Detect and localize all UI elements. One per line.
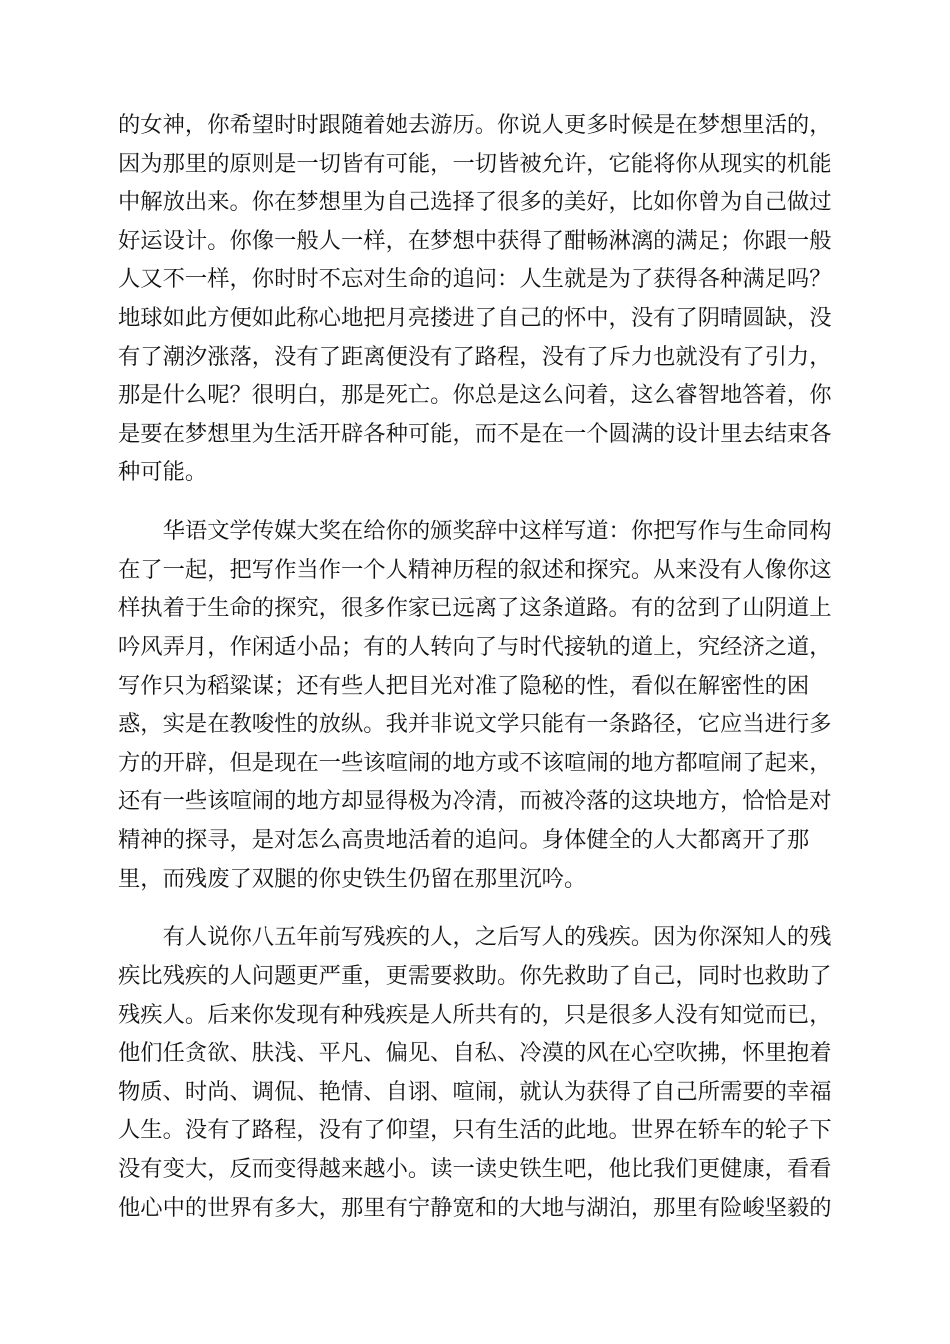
text-line: 没有变大，反而变得越来越小。读一读史铁生吧，他比我们更健康，看看: [118, 1156, 832, 1183]
text-line: 精神的探寻，是对怎么高贵地活着的追问。身体健全的人大都离开了那: [118, 826, 810, 853]
text-line: 有了潮汐涨落，没有了距离便没有了路程，没有了斥力也就没有了引力，: [118, 343, 832, 370]
paragraph-spacing: [118, 898, 834, 918]
text-line: 有人说你八五年前写残疾的人，之后写人的残疾。因为你深知人的残: [118, 924, 832, 951]
text-line: 还有一些该喧闹的地方却显得极为冷清，而被冷落的这块地方，恰恰是对: [118, 788, 832, 815]
paragraph: [118, 106, 834, 492]
text-line: 的女神，你希望时时跟随着她去游历。你说人更多时候是在梦想里活的，: [118, 112, 832, 138]
text-line: 人又不一样，你时时不忘对生命的追问：人生就是为了获得各种满足吗？: [118, 266, 832, 293]
text-line: 惑，实是在教唆性的放纵。我并非说文学只能有一条路径，它应当进行多: [118, 711, 832, 738]
text-line: 在了一起，把写作当作一个人精神历程的叙述和探究。从来没有人像你这: [118, 556, 832, 583]
document-body: [118, 106, 834, 1227]
text-line: 种可能。: [118, 459, 208, 486]
text-line: 因为那里的原则是一切皆有可能，一切皆被允许，它能将你从现实的机能: [118, 150, 832, 177]
text-line: 地球如此方便如此称心地把月亮搂进了自己的怀中，没有了阴晴圆缺，没: [118, 304, 832, 331]
paragraph-spacing: [118, 492, 834, 512]
text-line: 那是什么呢？很明白，那是死亡。你总是这么问着，这么睿智地答着，你: [118, 382, 832, 409]
text-line: 吟风弄月，作闲适小品；有的人转向了与时代接轨的道上，究经济之道，: [118, 634, 832, 661]
text-line: 样执着于生命的探究，很多作家已远离了这条道路。有的岔到了山阴道上: [118, 595, 832, 622]
text-line: 是要在梦想里为生活开辟各种可能，而不是在一个圆满的设计里去结束各: [118, 420, 832, 447]
text-line: 他心中的世界有多大，那里有宁静宽和的大地与湖泊，那里有险峻坚毅的: [118, 1194, 832, 1221]
text-line: 中解放出来。你在梦想里为自己选择了很多的美好，比如你曾为自己做过: [118, 189, 832, 216]
text-line: 里，而残废了双腿的你史铁生仍留在那里沉吟。: [118, 865, 587, 892]
text-line: 物质、时尚、调侃、艳情、自诩、喧闹，就认为获得了自己所需要的幸福: [118, 1078, 832, 1105]
text-line: 华语文学传媒大奖在给你的颁奖辞中这样写道：你把写作与生命同构: [118, 518, 832, 545]
text-line: 好运设计。你像一般人一样，在梦想中获得了酣畅淋漓的满足；你跟一般: [118, 227, 832, 254]
text-line: 他们任贪欲、肤浅、平凡、偏见、自私、冷漠的风在心空吹拂，怀里抱着: [118, 1040, 832, 1067]
text-line: 疾比残疾的人问题更严重，更需要救助。你先救助了自己，同时也救助了: [118, 963, 832, 990]
text-line: 人生。没有了路程，没有了仰望，只有生活的此地。世界在轿车的轮子下: [118, 1117, 832, 1144]
text-line: 写作只为稻粱谋；还有些人把目光对准了隐秘的性，看似在解密性的困: [118, 672, 810, 699]
paragraph: [118, 512, 834, 898]
text-line: 残疾人。后来你发现有种残疾是人所共有的，只是很多人没有知觉而已，: [118, 1001, 832, 1028]
text-line: 方的开辟，但是现在一些该喧闹的地方或不该喧闹的地方都喧闹了起来，: [118, 749, 832, 776]
paragraph: [118, 918, 834, 1227]
